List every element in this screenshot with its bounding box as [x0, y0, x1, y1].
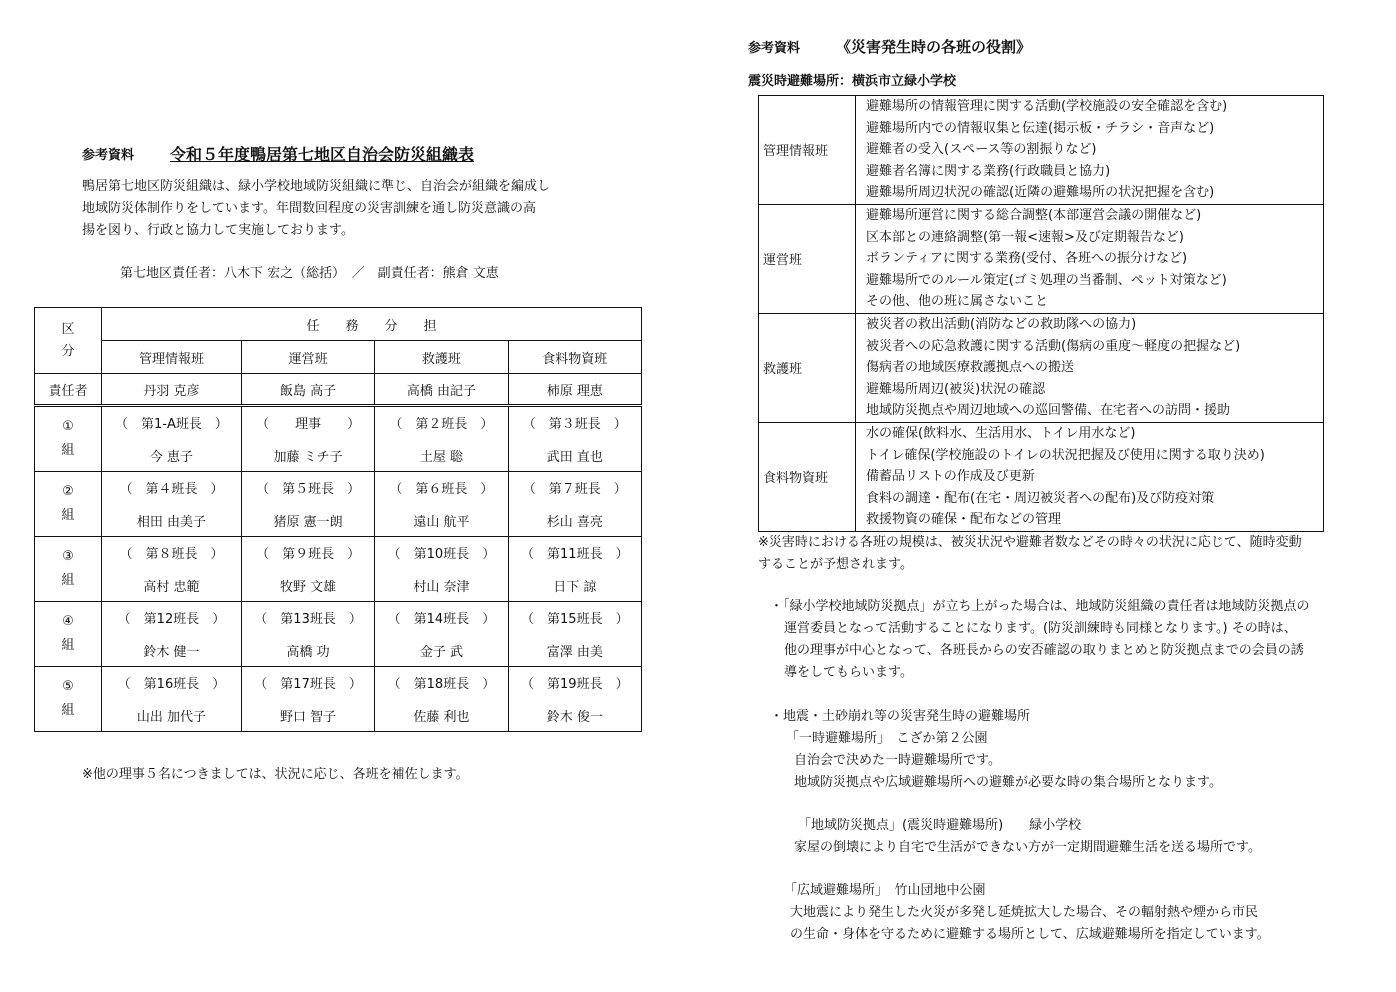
group-label: ⑤ 組 [35, 667, 102, 732]
bullet-line: 運営委員となって活動することになります。(防災訓練時も同様となります。) その時は、 [784, 621, 1297, 636]
task-list [856, 96, 1324, 205]
team-name: 救護班 [759, 313, 856, 422]
table-cell [508, 406, 641, 472]
team-head: 柿原 理恵 [508, 374, 641, 406]
wide-area-shelter-desc [790, 902, 1270, 946]
intro-line: 鴨居第七地区防災組織は、緑小学校地域防災組織に準じ、自治会が組織を編成し [82, 179, 551, 194]
task-item: 避難場所周辺状況の確認(近隣の避難場所の状況把握を含む) [866, 185, 1215, 201]
table-cell [241, 472, 374, 537]
cell-role: （ 第２班長 ） [389, 417, 494, 432]
cell-role: （ 第14班長 ） [387, 612, 496, 627]
table-row [759, 204, 1324, 313]
task-item: 食料の調達・配布(在宅・周辺被災者への配布)及び防疫対策 [866, 490, 1215, 506]
note-line: することが予想されます。 [758, 557, 913, 572]
cell-role: （ 第11班長 ） [521, 547, 629, 562]
task-item: ボランティアに関する業務(受付、各班への振分けなど) [866, 251, 1188, 267]
cell-name: 佐藤 利也 [413, 710, 470, 725]
table-cell [375, 406, 508, 472]
bullet-evacuation-heading: ・地震・土砂崩れ等の災害発生時の避難場所 [770, 709, 1031, 724]
cell-name: 山出 加代子 [136, 710, 207, 725]
cell-role: （ 第16班長 ） [117, 677, 226, 692]
table-cell [508, 602, 641, 667]
cell-name: 相田 由美子 [136, 515, 207, 530]
table-row [759, 313, 1324, 422]
reference-label-right: 参考資料 [748, 41, 801, 56]
table-cell [102, 602, 242, 667]
task-item: 区本部との連絡調整(第一報<速報>及び定期報告など) [866, 229, 1184, 245]
cell-name: 日下 諒 [553, 580, 597, 595]
kubun-header: 区 分 [35, 308, 102, 374]
cell-role: （ 第５班長 ） [256, 482, 361, 497]
cell-role: （ 理事 ） [256, 417, 361, 432]
task-item: 避難者の受入(スペース等の割振りなど) [866, 142, 1097, 158]
task-list [856, 422, 1324, 531]
table-row [759, 422, 1324, 531]
table-cell [102, 667, 242, 732]
task-item: 避難場所周辺(被災)状況の確認 [866, 381, 1046, 397]
shelter-line: 震災時避難場所：横浜市立緑小学校 [748, 74, 957, 89]
task-list [856, 204, 1324, 313]
table-cell [102, 406, 242, 472]
cell-role: （ 第15班長 ） [521, 612, 629, 627]
cell-role: （ 第３班長 ） [522, 417, 627, 432]
disaster-base-heading: 「地域防災拠点」(震災時避難場所) 緑小学校 [798, 818, 1082, 833]
table-cell [375, 537, 508, 602]
team-header: 運営班 [241, 341, 374, 374]
left-note: ※他の理事５名につきましては、状況に応じ、各班を補佐します。 [82, 767, 469, 782]
bullet-disaster-base [770, 596, 1310, 684]
table-cell [375, 602, 508, 667]
table-cell [241, 667, 374, 732]
table-cell [102, 472, 242, 537]
task-item: 救援物資の確保・配布などの管理 [866, 512, 1062, 528]
task-item: 備蓄品リストの作成及び更新 [866, 469, 1035, 485]
table-row [35, 406, 642, 472]
cell-name: 鈴木 俊一 [546, 710, 603, 725]
note-line: ※災害時における各班の規模は、被災状況や避難者数などその時々の状況に応じて、随時変動 [758, 535, 1302, 550]
group-label: ④ 組 [35, 602, 102, 667]
task-item: 被災者の救出活動(消防などの救助隊への協力) [866, 316, 1137, 332]
cell-role: （ 第10班長 ） [387, 547, 496, 562]
team-header: 救護班 [375, 341, 508, 374]
cell-role: （ 第19班長 ） [521, 677, 629, 692]
disaster-base-desc: 家屋の倒壊により自宅で生活ができない方が一定期間避難生活を送る場所です。 [794, 840, 1261, 855]
cell-name: 猪原 憲一朗 [273, 515, 343, 530]
desc-line: 大地震により発生した火災が多発し延焼拡大した場合、その輻射熱や煙から市民 [790, 905, 1259, 920]
task-item: 水の確保(飲料水、生活用水、トイレ用水など) [866, 425, 1136, 441]
org-table [34, 307, 642, 732]
temporary-shelter-desc [794, 750, 1222, 794]
cell-name: 金子 武 [419, 645, 463, 660]
team-head: 丹羽 克彦 [102, 374, 242, 406]
table-cell [241, 602, 374, 667]
cell-name: 高村 忠範 [143, 580, 200, 595]
cell-name: 今 恵子 [149, 450, 194, 465]
table-row [35, 667, 642, 732]
cell-name: 加藤 ミチ子 [273, 450, 343, 465]
cell-role: （ 第４班長 ） [119, 482, 224, 497]
table-cell [508, 537, 641, 602]
roles-title: 《災害発生時の各班の役割》 [836, 38, 1032, 56]
task-item: トイレ確保(学校施設のトイレの状況把握及び使用に関する取り決め) [866, 447, 1265, 463]
team-header: 食料物資班 [508, 341, 641, 374]
table-cell [508, 472, 641, 537]
team-name: 管理情報班 [759, 96, 856, 205]
team-name: 運営班 [759, 204, 856, 313]
task-item: その他、他の班に属さないこと [866, 294, 1049, 310]
temporary-shelter-heading: 「一時避難場所」 こざか第２公園 [786, 731, 988, 746]
desc-line: 地域防災拠点や広域避難場所への避難が必要な時の集合場所となります。 [794, 775, 1222, 790]
cell-role: （ 第1-A班長 ） [115, 417, 228, 432]
table-cell [508, 667, 641, 732]
table-cell [102, 537, 242, 602]
intro-line: 地域防災体制作りをしています。年間数回程度の災害訓練を通し防災意識の高 [82, 201, 536, 216]
intro-paragraph [82, 176, 550, 242]
wide-area-shelter-heading: 「広域避難場所」 竹山団地中公園 [784, 883, 986, 898]
cell-name: 鈴木 健一 [143, 645, 200, 660]
org-chart-title: 令和５年度鴨居第七地区自治会防災組織表 [170, 145, 475, 164]
cell-role: （ 第８班長 ） [119, 547, 224, 562]
team-head: 飯島 高子 [241, 374, 374, 406]
task-item: 被災者への応急救護に関する活動(傷病の重度～軽度の把握など) [866, 338, 1241, 354]
cell-name: 武田 直也 [546, 450, 603, 465]
team-head: 高橋 由記子 [375, 374, 508, 406]
table-row [35, 602, 642, 667]
head-label: 責任者 [35, 374, 102, 406]
desc-line: の生命・身体を守るために避難する場所として、広域避難場所を指定しています。 [790, 927, 1270, 942]
cell-name: 遠山 航平 [413, 515, 470, 530]
task-list [856, 313, 1324, 422]
cell-name: 杉山 喜亮 [546, 515, 603, 530]
table-row [35, 537, 642, 602]
team-name: 食料物資班 [759, 422, 856, 531]
table-cell [241, 406, 374, 472]
table-cell [375, 472, 508, 537]
table-cell [375, 667, 508, 732]
task-item: 避難場所の情報管理に関する活動(学校施設の安全確認を含む) [866, 99, 1228, 114]
roles-table [758, 95, 1324, 532]
team-header: 管理情報班 [102, 341, 242, 374]
intro-line: 揚を図り、行政と協力して実施しております。 [82, 223, 354, 238]
bullet-line: ・「緑小学校地域防災拠点」が立ち上がった場合は、地域防災組織の責任者は地域防災拠点の [770, 599, 1310, 614]
bullet-line: 導をしてもらいます。 [784, 665, 913, 680]
cell-name: 高橋 功 [286, 645, 330, 660]
group-label: ① 組 [35, 406, 102, 472]
reference-label-left: 参考資料 [82, 148, 135, 163]
cell-role: （ 第９班長 ） [256, 547, 361, 562]
task-item: 避難者名簿に関する業務(行政職員と協力) [866, 163, 1111, 179]
duty-header: 任 務 分 担 [102, 308, 642, 341]
cell-name: 土屋 聡 [419, 450, 463, 465]
task-item: 避難場所内での情報収集と伝達(掲示板・チラシ・音声など) [866, 120, 1215, 136]
cell-role: （ 第７班長 ） [522, 482, 627, 497]
cell-role: （ 第17班長 ） [254, 677, 362, 692]
cell-role: （ 第６班長 ） [389, 482, 494, 497]
cell-name: 野口 智子 [280, 710, 337, 725]
table-row [35, 472, 642, 537]
task-item: 避難場所運営に関する総合調整(本部運営会議の開催など) [866, 207, 1202, 223]
cell-name: 富澤 由美 [546, 645, 603, 660]
task-item: 地域防災拠点や周辺地域への巡回警備、在宅者への訪問・援助 [866, 403, 1231, 419]
cell-role: （ 第12班長 ） [117, 612, 226, 627]
bullet-line: 他の理事が中心となって、各班長からの安否確認の取りまとめと防災拠点までの会員の誘 [784, 643, 1304, 658]
group-label: ③ 組 [35, 537, 102, 602]
cell-name: 村山 奈津 [413, 580, 470, 595]
table-cell [241, 537, 374, 602]
task-item: 傷病者の地域医療救護拠点への搬送 [866, 360, 1075, 376]
table-row [759, 96, 1324, 205]
desc-line: 自治会で決めた一時避難場所です。 [794, 753, 1001, 768]
cell-name: 牧野 文雄 [280, 580, 337, 595]
task-item: 避難場所でのルール策定(ゴミ処理の当番制、ペット対策など) [866, 272, 1227, 288]
leaders-line: 第七地区責任者：八木下 宏之（総括） ／ 副責任者：熊倉 文恵 [120, 266, 499, 281]
cell-role: （ 第18班長 ） [387, 677, 496, 692]
group-label: ② 組 [35, 472, 102, 537]
cell-role: （ 第13班長 ） [254, 612, 362, 627]
roles-note [758, 532, 1302, 576]
